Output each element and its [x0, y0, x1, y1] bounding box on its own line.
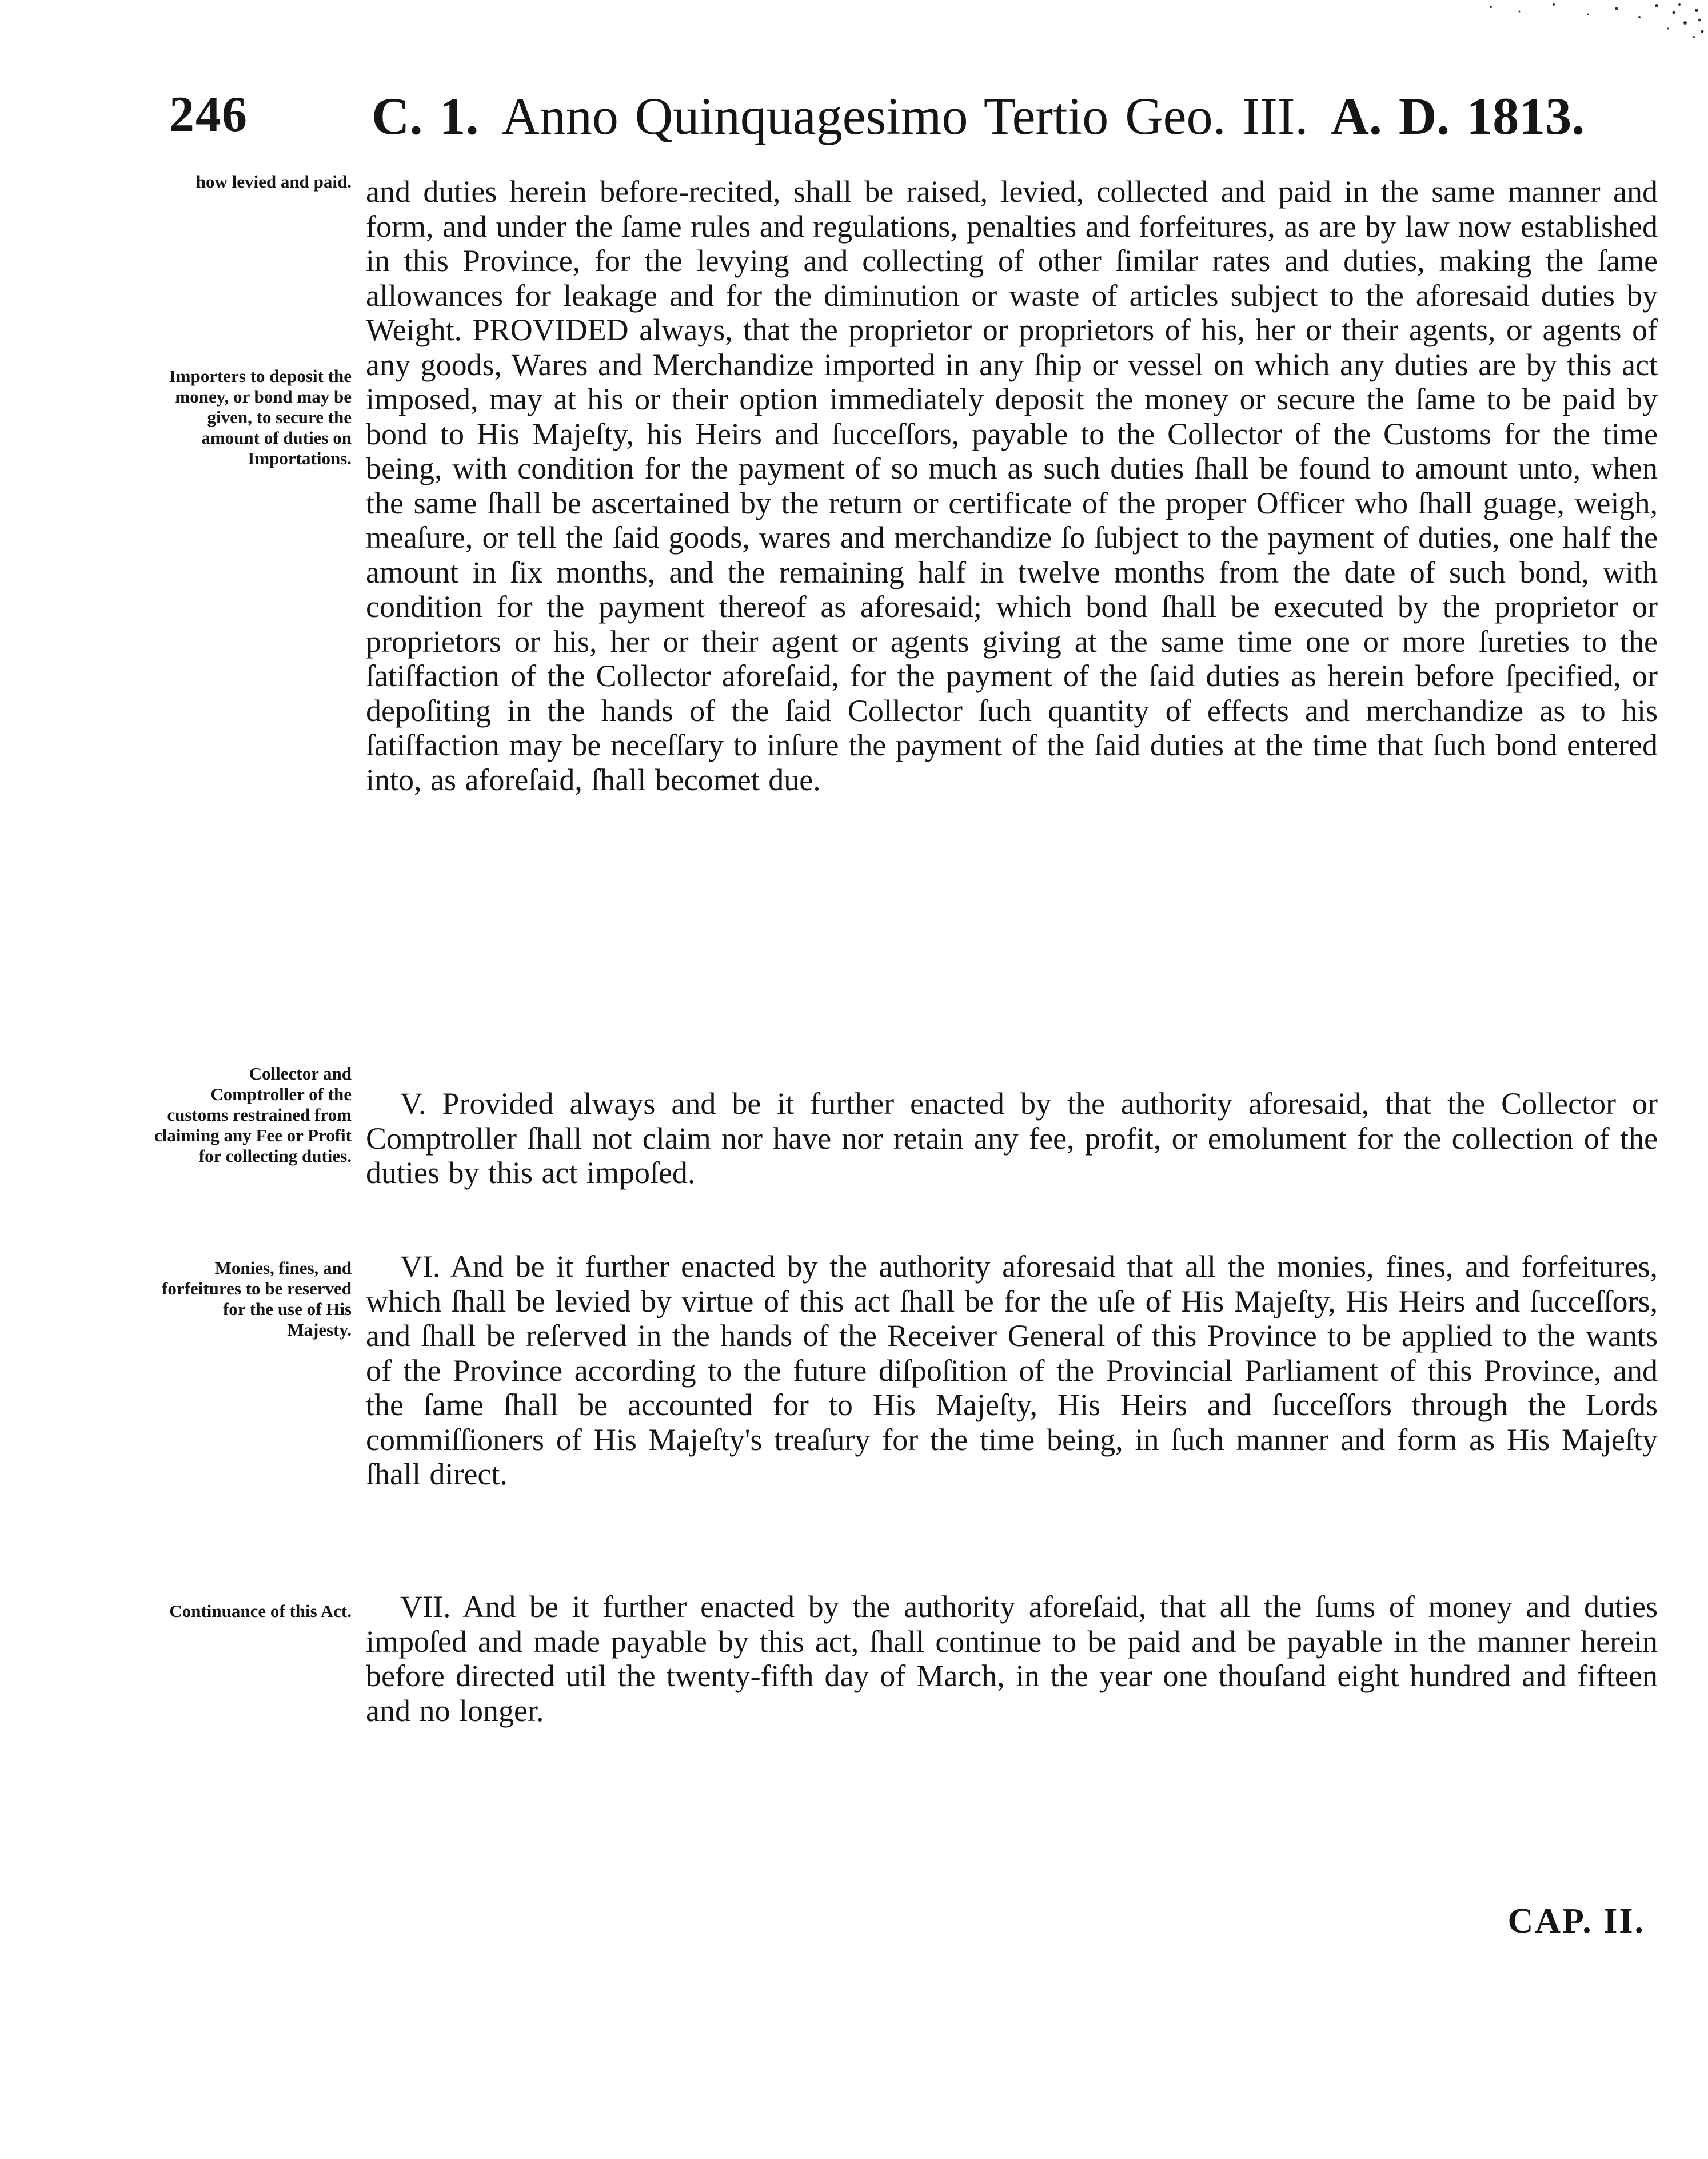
margin-note-continuance: Continuance of this Act.: [169, 1601, 352, 1621]
margin-note-collector: Collector and Comptroller of the customs restrained from claiming any Fee or Profit for collecting duties.: [154, 1063, 352, 1166]
paragraph-duties: and duties herein before-recited, shall be raised, levied, collected and paid in the same manner and form, and under the ſame rules and regulations, penalties and forfeitures, as are by law now established in this Province, for the levying and collecting of other ſimilar rates and duties, making the ſame allowances for leakage and for the diminution or waste of articles subject to the aforesaid duties by Weight. PROVIDED always, that the proprietor or proprietors of his, her or their agents, or agents of any goods, Wares and Merchandize imported in any ſhip or vessel on which any duties are by this act imposed, may at his or their option immediately deposit the money or secure the ſame to be paid by bond to His Majeſty, his Heirs and ſucceſſors, payable to the Collector of the Customs for the time being, with condition for the payment of so much as such duties ſhall be found to amount unto, when the same ſhall be ascertained by the return or certificate of the proper Officer who ſhall guage, weigh, meaſure, or tell the ſaid goods, wares and merchandize ſo ſubject to the payment of duties, one half the amount in ſix months, and the remaining half in twelve months from the date of such bond, with condition for the payment thereof as aforesaid; which bond ſhall be executed by the proprietor or proprietors or his, her or their agent or agents giving at the same time one or more ſureties to the ſatiſfaction of the Collector aforeſaid, for the payment of the ſaid duties as herein before ſpecified, or depoſiting in the hands of the ſaid Collector ſuch quantity of effects and merchandize as to his ſatiſfaction may be neceſſary to inſure the payment of the ſaid duties at the time that ſuch bond entered into, as aforeſaid, ſhall becomet due.: [366, 174, 1658, 797]
scan-noise: [1468, 0, 1708, 46]
margin-note-monies: Monies, fines, and forfeitures to be reserved for the use of His Majesty.: [162, 1258, 352, 1340]
margin-note-importers: Importers to deposit the money, or bond may be given, to secure the amount of duties on Importations.: [169, 366, 352, 468]
running-header: [0, 86, 1708, 172]
margin-note-levied: how levied and paid.: [195, 172, 352, 192]
catchword: CAP. II.: [1507, 1902, 1645, 1941]
chapter-ref: C. 1.: [372, 87, 479, 145]
act-title: Anno Quinquagesimo Tertio Geo. III.: [501, 87, 1308, 145]
running-title: [372, 86, 1658, 146]
page-number: 246: [169, 87, 248, 142]
section-vii: VII. And be it further enacted by the authority aforeſaid, that all the ſums of money and duties impoſed and made payable by this act, ſhall continue to be paid and be payable in the manner herein before directed util the twenty-fifth day of March, in the year one thouſand eight hundred and fifteen and no longer.: [366, 1590, 1658, 1728]
section-v: V. Provided always and be it further enacted by the authority aforesaid, that the Collector or Comptroller ſhall not claim nor have nor retain any fee, profit, or emolument for the collection of the duties by this act impoſed.: [366, 1086, 1658, 1190]
section-vi: VI. And be it further enacted by the authority aforesaid that all the monies, fines, and forfeitures, which ſhall be levied by virtue of this act ſhall be for the uſe of His Majeſty, His Heirs and ſucceſſors, and ſhall be reſerved in the hands of the Receiver General of this Province to be applied to the wants of the Province according to the future diſpoſition of the Provincial Parliament of this Province, and the ſame ſhall be accounted for to His Majeſty, His Heirs and ſucceſſors through the Lords commiſſioners of His Majeſty's treaſury for the time being, in ſuch manner and form as His Majeſty ſhall direct.: [366, 1249, 1658, 1491]
year-ref: A. D. 1813.: [1331, 87, 1585, 145]
